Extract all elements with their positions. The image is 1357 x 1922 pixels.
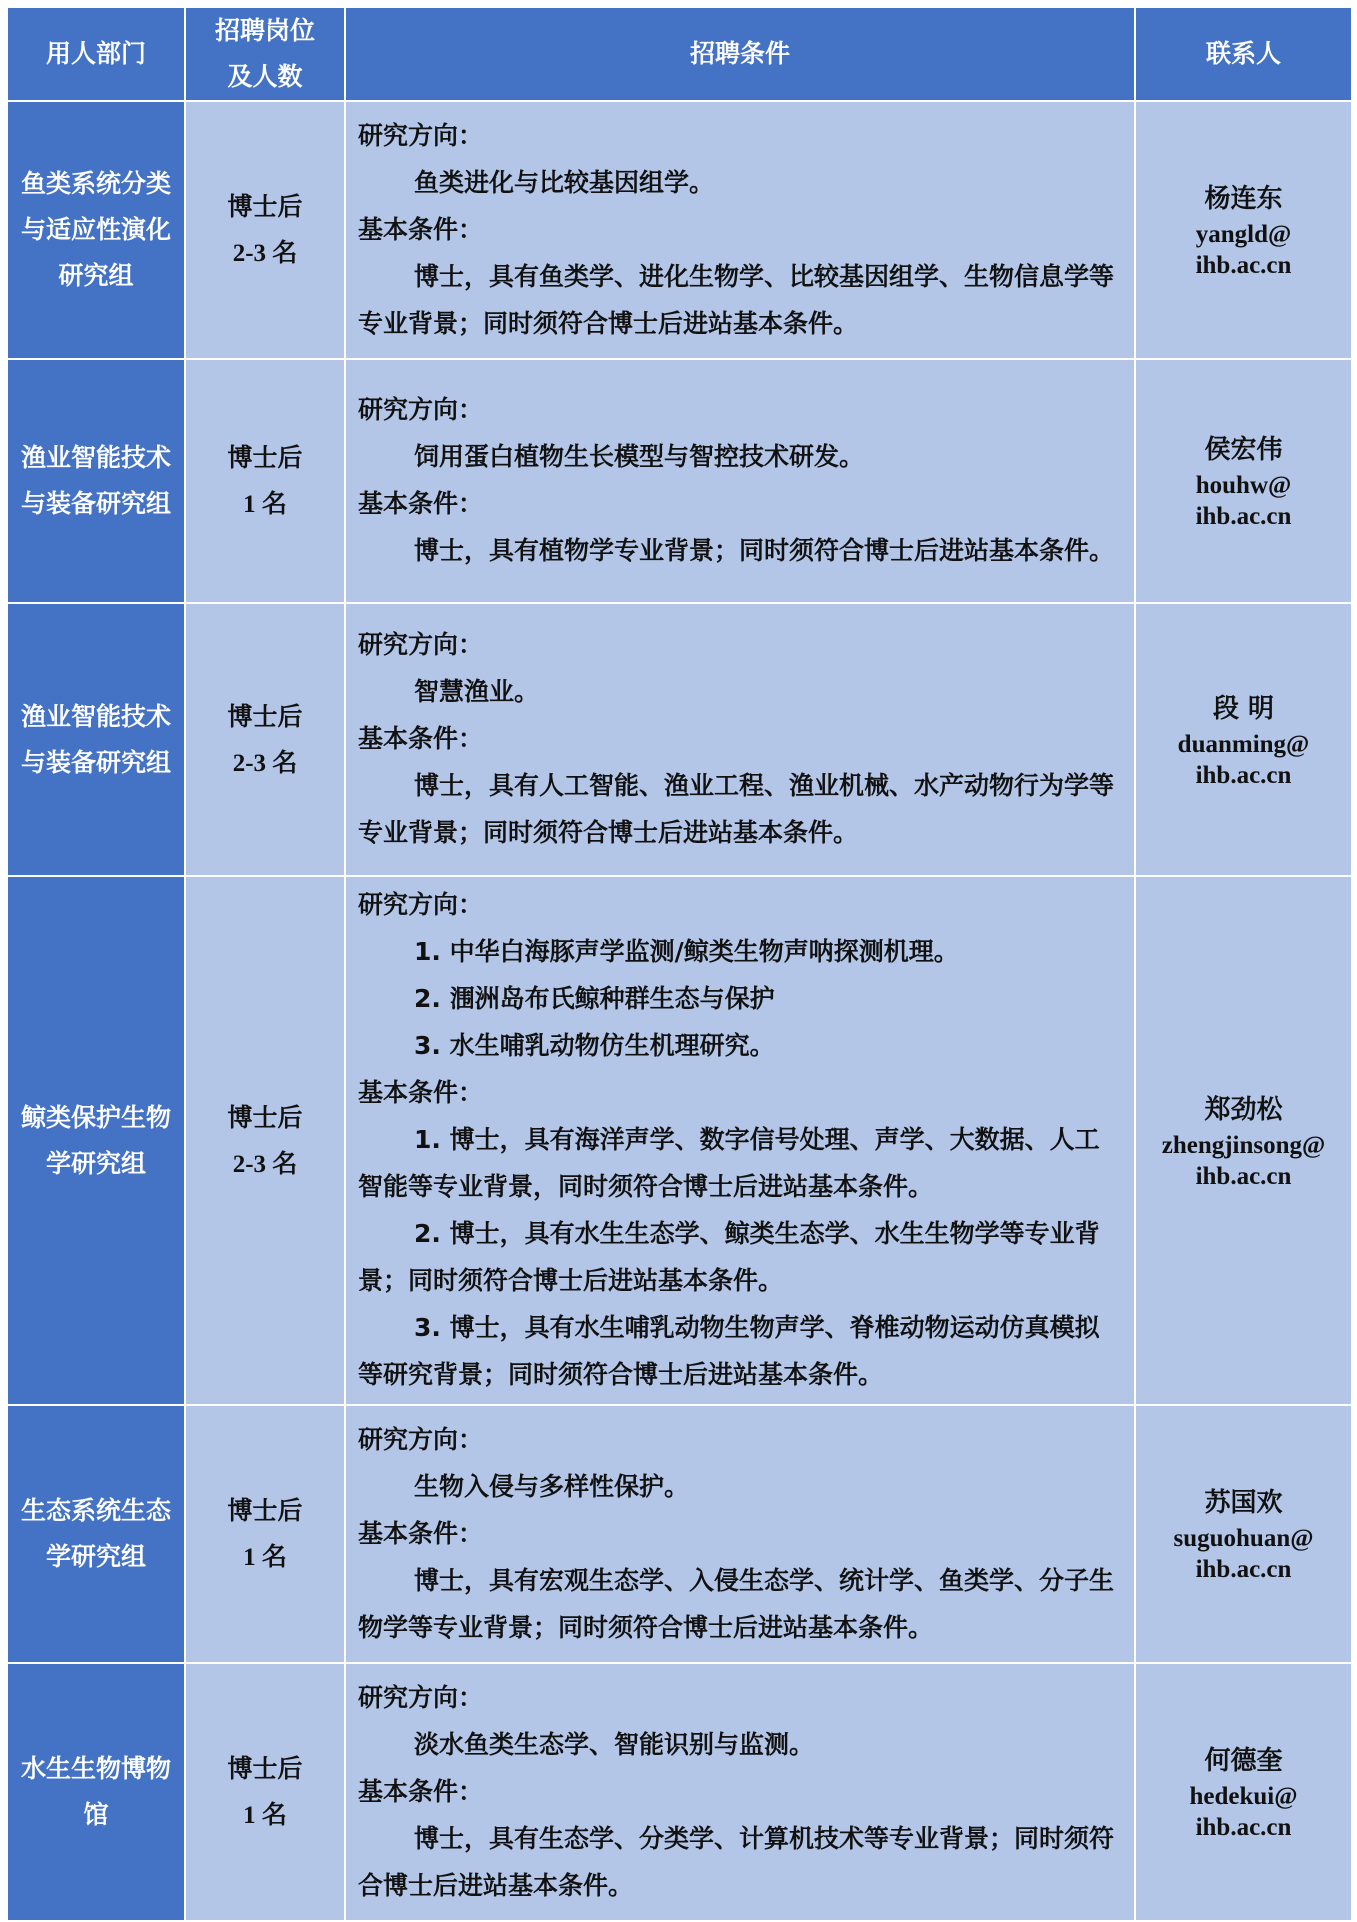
- position-title: 博士后: [227, 192, 303, 221]
- basic-label: 基本条件：: [358, 1776, 484, 1806]
- position-title: 博士后: [227, 701, 303, 731]
- contact-name: 何德奎: [1204, 1746, 1283, 1776]
- research-item: 生物入侵与多样性保护。: [414, 1471, 690, 1501]
- table-row: [7, 1663, 1352, 1921]
- basic-label: 基本条件：: [358, 489, 484, 518]
- basic-label: 基本条件：: [358, 724, 484, 753]
- basic-item: 博士，具有生态学、分类学、计算机技术等专业背景；同时须符合博士后进站基本条件。: [358, 1823, 1115, 1900]
- conditions-cell: [345, 876, 1135, 1405]
- header-conditions: 招聘条件: [345, 7, 1135, 101]
- research-label: 研究方向：: [358, 890, 484, 919]
- position-cell: [185, 359, 345, 603]
- basic-item: 2. 博士，具有水生生态学、鲸类生态学、水生生物学等专业背景；同时须符合博士后进站基本条件。: [358, 1219, 1100, 1295]
- contact-email-line2[interactable]: ihb.ac.cn: [1195, 1556, 1292, 1583]
- contact-name: 郑劲松: [1204, 1094, 1283, 1125]
- research-label: 研究方向：: [358, 630, 484, 659]
- contact-name: 杨连东: [1204, 184, 1283, 214]
- department-cell: 水生生物博物馆: [7, 1663, 185, 1921]
- contact-email-line2[interactable]: ihb.ac.cn: [1195, 1814, 1292, 1841]
- basic-item: 3. 博士，具有水生哺乳动物生物声学、脊椎动物运动仿真模拟等研究背景；同时须符合博士后进站基本条件。: [358, 1313, 1100, 1389]
- contact-email-line2[interactable]: ihb.ac.cn: [1195, 503, 1292, 530]
- position-cell: [185, 101, 345, 359]
- basic-label: 基本条件：: [358, 214, 484, 244]
- research-item: 3. 水生哺乳动物仿生机理研究。: [414, 1031, 775, 1060]
- position-title: 博士后: [227, 1496, 303, 1525]
- research-label: 研究方向：: [358, 120, 484, 150]
- contact-email-line2[interactable]: ihb.ac.cn: [1195, 1162, 1292, 1190]
- header-position-line1: 招聘岗位: [214, 16, 315, 45]
- contact-email-line1[interactable]: zhengjinsong@: [1161, 1131, 1326, 1159]
- contact-email-line1[interactable]: suguohuan@: [1173, 1525, 1314, 1552]
- contact-email-line2[interactable]: ihb.ac.cn: [1195, 252, 1292, 279]
- conditions-cell: [345, 1663, 1135, 1921]
- department-cell: 渔业智能技术与装备研究组: [7, 603, 185, 876]
- conditions-cell: [345, 359, 1135, 603]
- table-row: [7, 101, 1352, 359]
- basic-item: 博士，具有植物学专业背景；同时须符合博士后进站基本条件。: [414, 536, 1115, 565]
- position-title: 博士后: [227, 443, 303, 472]
- contact-email-line2[interactable]: ihb.ac.cn: [1195, 761, 1292, 789]
- contact-cell: [1135, 1663, 1352, 1921]
- contact-cell: [1135, 1405, 1352, 1663]
- position-count: 2-3 名: [232, 749, 298, 777]
- research-label: 研究方向：: [358, 1682, 484, 1712]
- table-row: [7, 603, 1352, 876]
- contact-cell: [1135, 603, 1352, 876]
- department-cell: 鲸类保护生物学研究组: [7, 876, 185, 1405]
- header-department: 用人部门: [7, 7, 185, 101]
- position-count: 2-3 名: [232, 240, 298, 267]
- position-title: 博士后: [227, 1754, 303, 1783]
- research-label: 研究方向：: [358, 395, 484, 424]
- research-item: 鱼类进化与比较基因组学。: [414, 167, 715, 197]
- basic-item: 博士，具有鱼类学、进化生物学、比较基因组学、生物信息学等专业背景；同时须符合博士后进站基本条件。: [358, 261, 1115, 338]
- basic-label: 基本条件：: [358, 1518, 484, 1548]
- position-cell: [185, 1663, 345, 1921]
- table-row: [7, 1405, 1352, 1663]
- position-title: 博士后: [227, 1102, 303, 1132]
- position-count: 1 名: [243, 1802, 287, 1829]
- position-cell: [185, 1405, 345, 1663]
- contact-name: 段 明: [1212, 693, 1275, 724]
- basic-item: 博士，具有宏观生态学、入侵生态学、统计学、鱼类学、分子生物学等专业背景；同时须符合博士后进站基本条件。: [358, 1565, 1115, 1642]
- conditions-cell: [345, 101, 1135, 359]
- contact-email-line1[interactable]: hedekui@: [1189, 1783, 1298, 1810]
- contact-cell: [1135, 359, 1352, 603]
- table-row: [7, 876, 1352, 1405]
- research-item: 1. 中华白海豚声学监测/鲸类生物声呐探测机理。: [414, 937, 959, 966]
- basic-label: 基本条件：: [358, 1078, 484, 1107]
- department-cell: 渔业智能技术与装备研究组: [7, 359, 185, 603]
- contact-name: 侯宏伟: [1204, 435, 1283, 465]
- position-cell: [185, 876, 345, 1405]
- department-cell: 鱼类系统分类与适应性演化研究组: [7, 101, 185, 359]
- recruitment-table-wrapper: [6, 6, 1353, 1922]
- header-position-line2: 及人数: [227, 62, 303, 91]
- header-contact: 联系人: [1135, 7, 1352, 101]
- position-count: 2-3 名: [232, 1150, 298, 1178]
- position-count: 1 名: [243, 491, 287, 518]
- department-cell: 生态系统生态学研究组: [7, 1405, 185, 1663]
- contact-email-line1[interactable]: houhw@: [1195, 472, 1292, 499]
- header-position: [185, 7, 345, 101]
- contact-email-line1[interactable]: duanming@: [1177, 730, 1310, 758]
- research-label: 研究方向：: [358, 1424, 484, 1454]
- table-header-row: [7, 7, 1352, 101]
- contact-email-line1[interactable]: yangld@: [1195, 221, 1292, 248]
- basic-item: 1. 博士，具有海洋声学、数字信号处理、声学、大数据、人工智能等专业背景，同时须符合博士后进站基本条件。: [358, 1125, 1100, 1201]
- contact-cell: [1135, 101, 1352, 359]
- conditions-cell: [345, 1405, 1135, 1663]
- position-count: 1 名: [243, 1544, 287, 1571]
- basic-item: 博士，具有人工智能、渔业工程、渔业机械、水产动物行为学等专业背景；同时须符合博士后进站基本条件。: [358, 771, 1115, 847]
- research-item: 淡水鱼类生态学、智能识别与监测。: [414, 1729, 815, 1759]
- conditions-cell: [345, 603, 1135, 876]
- research-item: 智慧渔业。: [414, 677, 540, 706]
- position-cell: [185, 603, 345, 876]
- research-item: 2. 涠洲岛布氏鲸种群生态与保护: [414, 984, 775, 1013]
- research-item: 饲用蛋白植物生长模型与智控技术研发。: [414, 442, 865, 471]
- table-row: [7, 359, 1352, 603]
- recruitment-table: [6, 6, 1353, 1922]
- contact-cell: [1135, 876, 1352, 1405]
- contact-name: 苏国欢: [1204, 1488, 1283, 1518]
